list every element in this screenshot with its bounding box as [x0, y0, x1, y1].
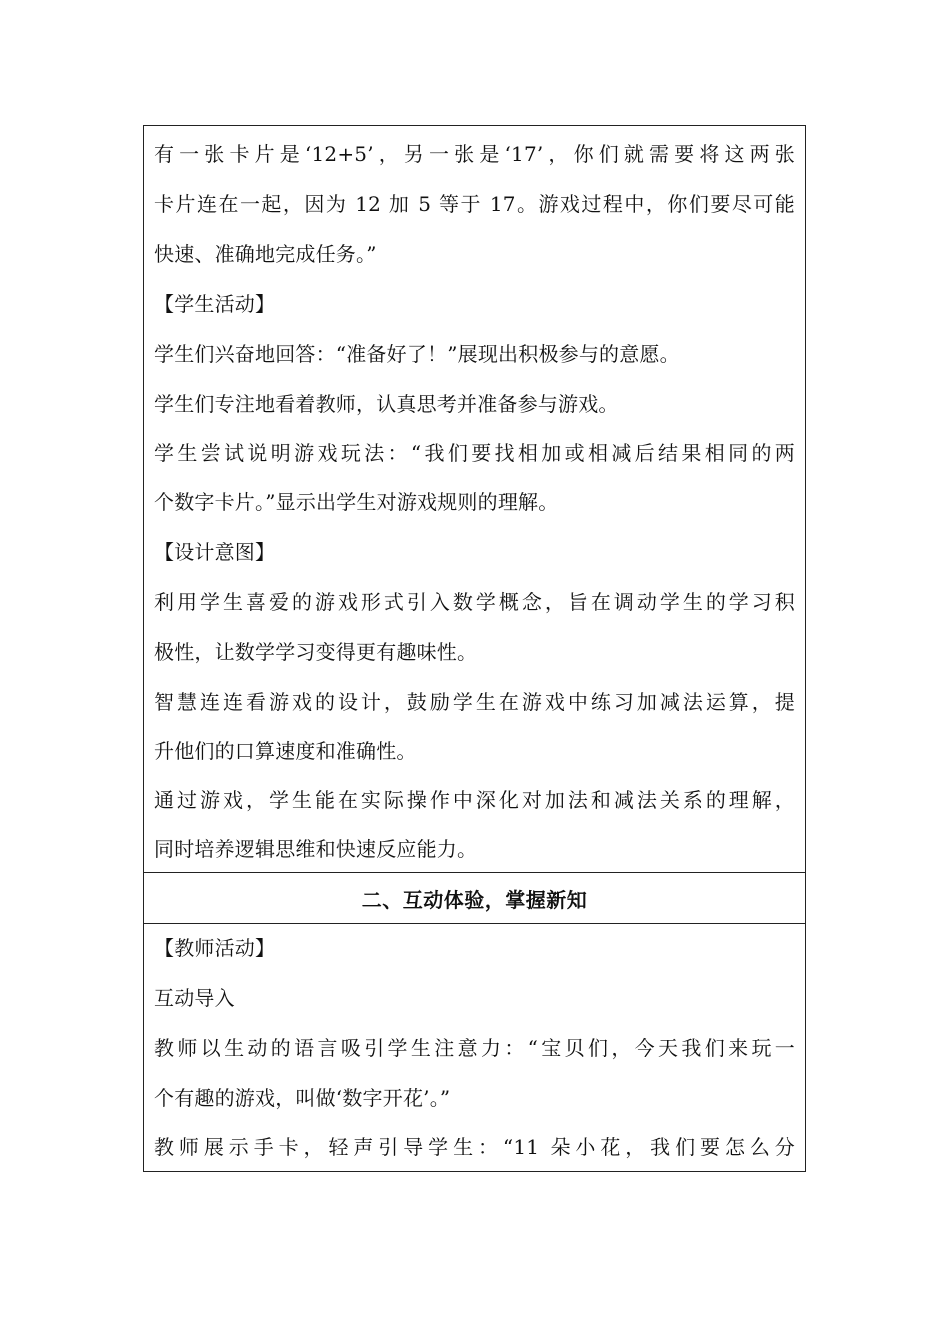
- text-line: 利用学生喜爱的游戏形式引入数学概念，旨在调动学生的学习积: [154, 590, 795, 614]
- text-line: 学生尝试说明游戏玩法：“我们要找相加或相减后结果相同的两: [154, 441, 795, 465]
- section-label-design-intent: 【设计意图】: [154, 540, 276, 564]
- text-line: 教师以生动的语言吸引学生注意力：“宝贝们，今天我们来玩一: [154, 1036, 795, 1060]
- table-cell-section1: [144, 126, 805, 873]
- text-line: 卡片连在一起，因为 12 加 5 等于 17。游戏过程中，你们要尽可能: [154, 192, 795, 216]
- table-cell-heading: [144, 873, 805, 924]
- text-line: 学生们专注地看着教师，认真思考并准备参与游戏。: [154, 392, 619, 416]
- text-line: 智慧连连看游戏的设计，鼓励学生在游戏中练习加减法运算，提: [154, 690, 795, 714]
- text-line: 学生们兴奋地回答：“准备好了！”展现出积极参与的意愿。: [154, 342, 680, 366]
- section-heading: 二、互动体验，掌握新知: [361, 887, 588, 912]
- text-line: 个有趣的游戏，叫做‘数字开花’。”: [154, 1086, 451, 1110]
- lesson-table: [143, 125, 806, 1172]
- section-label-teacher-activity: 【教师活动】: [154, 936, 276, 960]
- text-line: 有一张卡片是‘12+5’，另一张是‘17’，你们就需要将这两张: [154, 142, 795, 166]
- text-line: 个数字卡片。”显示出学生对游戏规则的理解。: [154, 490, 559, 514]
- text-line: 极性，让数学学习变得更有趣味性。: [154, 640, 478, 664]
- text-line: 快速、准确地完成任务。”: [154, 242, 377, 266]
- text-line: 升他们的口算速度和准确性。: [154, 739, 417, 763]
- text-line: 互动导入: [154, 986, 235, 1010]
- section-label-student-activity: 【学生活动】: [154, 292, 276, 316]
- text-line: 教师展示手卡，轻声引导学生：“11 朵小花，我们要怎么分: [154, 1135, 795, 1159]
- text-line: 通过游戏，学生能在实际操作中深化对加法和减法关系的理解，: [154, 788, 795, 812]
- text-line: 同时培养逻辑思维和快速反应能力。: [154, 837, 478, 861]
- table-cell-section2: [144, 924, 805, 1171]
